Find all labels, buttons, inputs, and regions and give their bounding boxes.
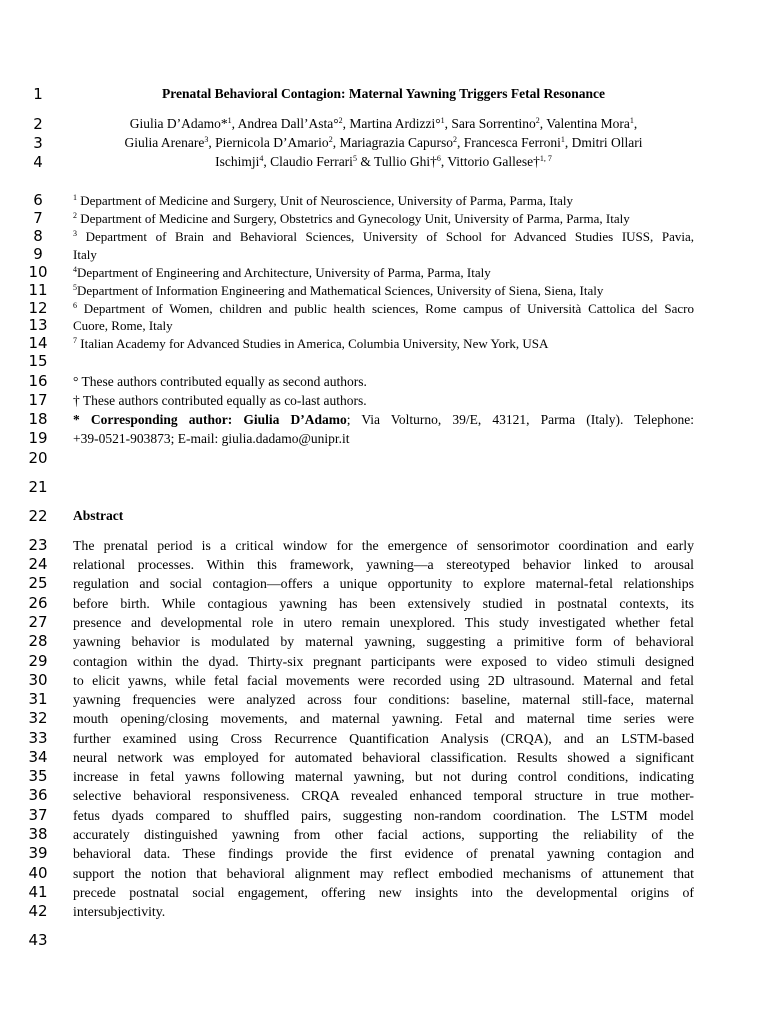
line-number: 16 xyxy=(28,372,48,390)
line-number: 41 xyxy=(28,883,48,901)
affiliation: $^6$ Department of Women, children and public health sciences, Rome campus of Università Cattolica del Sacro xyxy=(73,301,694,316)
author: Ischimji$^4$ xyxy=(215,154,264,169)
abstract-line: before birth. While contagious yawning has been extensively studied in postnatal contexts, its xyxy=(73,596,694,611)
line-number: 35 xyxy=(28,767,48,785)
line-number: 17 xyxy=(28,391,48,409)
abstract-line: presence and developmental role in utero remain unexplored. This study investigated whether fetal xyxy=(73,615,694,630)
line-number: 29 xyxy=(28,652,48,670)
author: Giulia D’Adamo*$^1$ xyxy=(129,116,232,131)
line-number: 38 xyxy=(28,825,48,843)
line-number: 4 xyxy=(33,153,43,171)
line-number: 36 xyxy=(28,786,48,804)
line-number: 42 xyxy=(28,902,48,920)
line-number: 32 xyxy=(28,709,48,727)
abstract-line: regulation and social contagion—offers a unique opportunity to explore maternal-fetal relationships xyxy=(73,576,694,591)
abstract-line: behavioral data. These findings provide the first evidence of prenatal yawning contagion and xyxy=(73,846,694,861)
affiliation-continuation: Cuore, Rome, Italy xyxy=(73,318,173,333)
paper-title: Prenatal Behavioral Contagion: Maternal Yawning Triggers Fetal Resonance xyxy=(161,86,606,101)
line-number: 34 xyxy=(28,748,48,766)
affiliation: $^5$Department of Information Engineering and Mathematical Sciences, University of Siena, Siena, Italy xyxy=(73,283,604,298)
line-number: 33 xyxy=(28,729,48,747)
line-number: 21 xyxy=(28,478,48,496)
abstract-line: increase in fetal yawns following maternal yawning, but not during control conditions, indicating xyxy=(73,769,694,784)
line-number: 22 xyxy=(28,507,48,525)
abstract-line: The prenatal period is a critical window for the emergence of sensorimotor coordination and early xyxy=(73,538,694,553)
line-number: 8 xyxy=(33,227,43,245)
author: , Mariagrazia Capurso$^2$ xyxy=(332,135,458,150)
corresponding-author-label: * Corresponding author: Giulia D’Adamo xyxy=(73,412,347,427)
author-line xyxy=(73,135,694,151)
affiliation: $^7$ Italian Academy for Advanced Studies in America, Columbia University, New York, USA xyxy=(73,336,549,351)
line-number: 27 xyxy=(28,613,48,631)
author-line xyxy=(73,116,694,132)
corresponding-author xyxy=(73,412,694,428)
line-number: 11 xyxy=(28,281,48,299)
line-number: 9 xyxy=(33,245,43,263)
abstract-line: contagion within the dyad. Thirty-six pregnant participants were exposed to video stimuli designed xyxy=(73,654,694,669)
abstract-line: neural network was employed for automated behavioral classification. Results showed a significant xyxy=(73,750,694,765)
affiliation: $^3$ Department of Brain and Behavioral Sciences, University of School for Advanced Studies IUSS, Pavia, xyxy=(73,229,694,244)
line-number: 19 xyxy=(28,429,48,447)
line-number: 43 xyxy=(28,931,48,949)
line-number: 12 xyxy=(28,299,48,317)
abstract-line: fetus dyads compared to shuffled pairs, suggesting non-random coordination. The LSTM model xyxy=(73,808,694,823)
line-number: 2 xyxy=(33,115,43,133)
abstract-line: selective behavioral responsiveness. CRQA revealed enhanced temporal structure in true mother- xyxy=(73,788,694,803)
author: Giulia Arenare$^3$ xyxy=(124,135,209,150)
author: , Martina Ardizzi°$^1$ xyxy=(342,116,445,131)
abstract-line: relational processes. Within this framework, yawning—a stereotyped behavior linked to arousal xyxy=(73,557,694,572)
line-number: 26 xyxy=(28,594,48,612)
line-number: 13 xyxy=(28,316,48,334)
abstract-line: further examined using Cross Recurrence Quantification Analysis (CRQA), and an LSTM-based xyxy=(73,731,694,746)
author: , Vittorio Gallese†$^{1, 7}$ xyxy=(440,154,552,169)
author: , Piernicola D’Amario$^2$ xyxy=(208,135,333,150)
line-number: 25 xyxy=(28,574,48,592)
line-number: 3 xyxy=(33,134,43,152)
contact-info: +39-0521-903873; E-mail: giulia.dadamo@unipr.it xyxy=(73,431,350,446)
abstract-line: support the notion that behavioral alignment may reflect embodied mechanisms of attunement that xyxy=(73,866,694,881)
abstract-line: yawning frequencies were analyzed across four conditions: baseline, maternal still-face, maternal xyxy=(73,692,694,707)
author-line xyxy=(73,154,694,170)
line-number: 7 xyxy=(33,209,43,227)
abstract-line: accurately distinguished yawning from other facial actions, supporting the reliability of the xyxy=(73,827,694,842)
author: , Dmitri Ollari xyxy=(564,135,643,150)
line-number: 1 xyxy=(33,85,43,103)
line-number: 31 xyxy=(28,690,48,708)
second-authors-note: ° These authors contributed equally as second authors. xyxy=(73,374,367,389)
author: , Valentina Mora$^1$ xyxy=(539,116,634,131)
line-number: 18 xyxy=(28,410,48,428)
abstract-line: yawning behavior is modulated by maternal yawning, suggesting a primitive form of behavioral xyxy=(73,634,694,649)
co-last-authors-note: † These authors contributed equally as co-last authors. xyxy=(73,393,367,408)
line-number: 10 xyxy=(28,263,48,281)
line-number: 14 xyxy=(28,334,48,352)
line-number: 23 xyxy=(28,536,48,554)
line-number: 15 xyxy=(28,352,48,370)
line-number: 6 xyxy=(33,191,43,209)
line-number: 30 xyxy=(28,671,48,689)
abstract-line: to elicit yawns, while fetal facial movements were recorded using 2D ultrasound. Maternal and fetal xyxy=(73,673,694,688)
author: , Francesca Ferroni$^1$ xyxy=(457,135,565,150)
abstract-line: precede postnatal social engagement, offering new insights into the developmental origins of xyxy=(73,885,694,900)
author: , Claudio Ferrari$^5$ xyxy=(263,154,357,169)
author: , Sara Sorrentino$^2$ xyxy=(444,116,540,131)
affiliation: $^1$ Department of Medicine and Surgery, Unit of Neuroscience, University of Parma, Parma, Italy xyxy=(73,193,574,208)
affiliation: $^4$Department of Engineering and Architecture, University of Parma, Parma, Italy xyxy=(73,265,491,280)
abstract-line: mouth opening/closing movements, and maternal yawning. Fetal and maternal time series were xyxy=(73,711,694,726)
line-number: 39 xyxy=(28,844,48,862)
author: , Andrea Dall’Asta°$^2$ xyxy=(231,116,343,131)
line-number: 24 xyxy=(28,555,48,573)
abstract-line: intersubjectivity. xyxy=(73,904,166,919)
author-separator: , xyxy=(633,116,638,131)
line-number: 20 xyxy=(28,449,48,467)
abstract-heading: Abstract xyxy=(73,508,124,523)
corresponding-author-address: ; Via Volturno, 39/E, 43121, Parma (Italy). Telephone: xyxy=(346,412,695,427)
line-number: 37 xyxy=(28,806,48,824)
line-number: 40 xyxy=(28,864,48,882)
affiliation-continuation: Italy xyxy=(73,247,97,262)
line-number: 28 xyxy=(28,632,48,650)
author: & Tullio Ghi†$^6$ xyxy=(356,154,441,169)
affiliation: $^2$ Department of Medicine and Surgery, Obstetrics and Gynecology Unit, University of Parma, Parma, Italy xyxy=(73,211,630,226)
